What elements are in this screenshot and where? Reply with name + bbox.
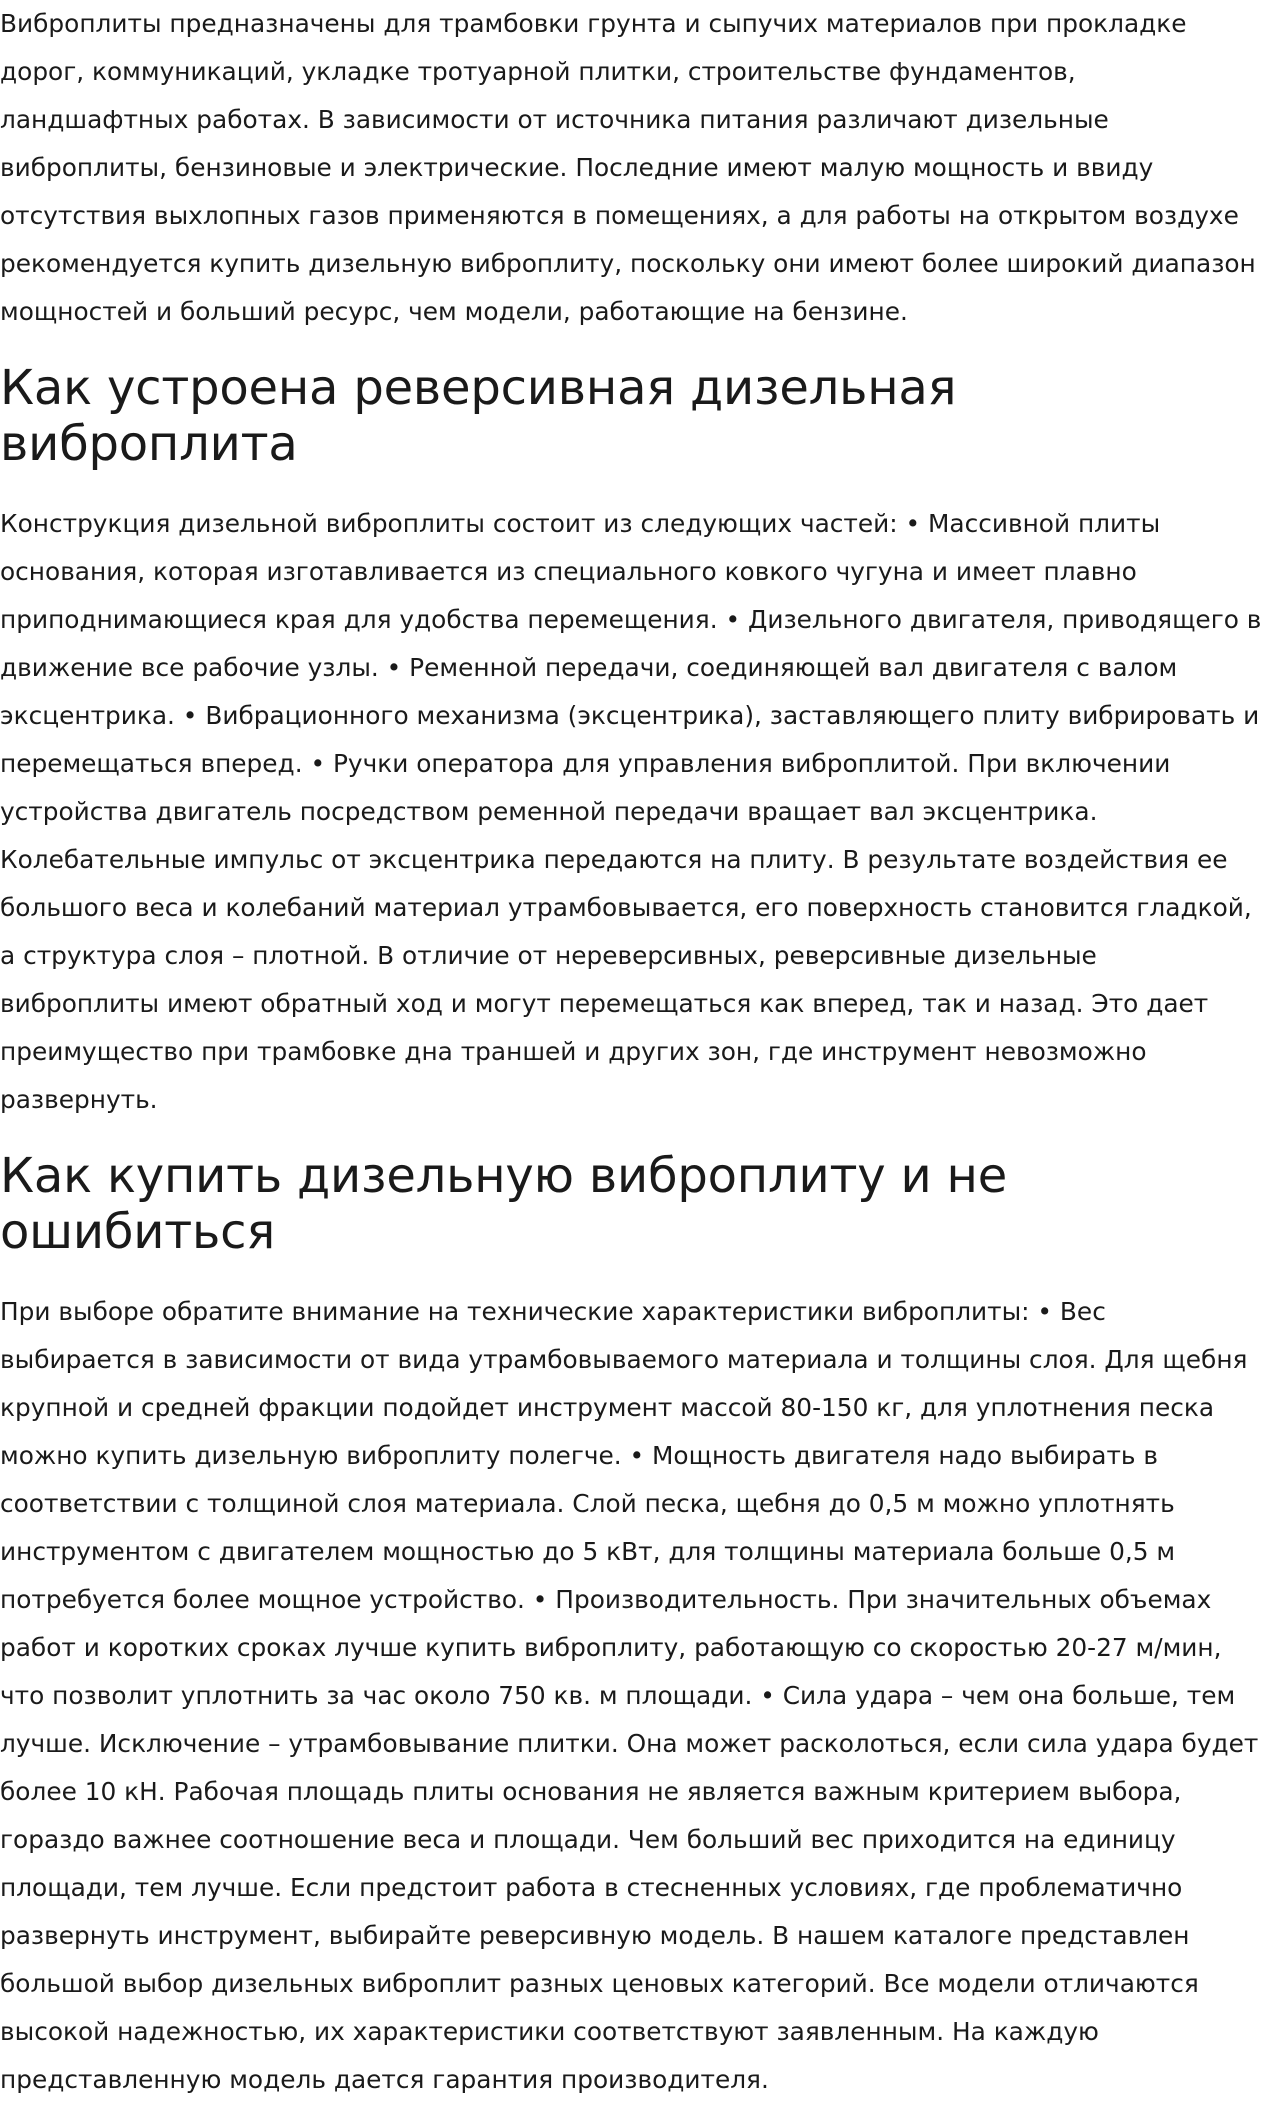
intro-paragraph: Виброплиты предназначены для трамбовки грунта и сыпучих материалов при прокладке дорог, коммуникаций, укладке тротуарной плитки, строительстве фундаментов, ландшафтных работах. В зависимости от источника питания различают дизельные виброплиты, бензиновые и электрические. Последние имеют малую мощность и ввиду отсутствия выхлопных газов применяются в помещениях, а для работы на открытом воздухе рекомендуется купить дизельную виброплиту, поскольку они имеют более широкий диапазон мощностей и больший ресурс, чем модели, работающие на бензине.: [0, 9, 1256, 326]
section-heading-structure: Как устроена реверсивная дизельная виброплита: [0, 360, 957, 472]
section-heading-buying-guide: Как купить дизельную виброплиту и не ошибиться: [0, 1148, 1008, 1260]
section-paragraph-buying-guide: При выборе обратите внимание на технические характеристики виброплиты: • Вес выбирается в зависимости от вида утрамбовываемого материала и толщины слоя. Для щебня крупной и средней фракции подойдет инструмент массой 80-150 кг, для уплотнения песка можно купить дизельную виброплиту полегче. • Мощность двигателя надо выбирать в соответствии с толщиной слоя материала. Слой песка, щебня до 0,5 м можно уплотнять инструментом с двигателем мощностью до 5 кВт, для толщины материала больше 0,5 м потребуется более мощное устройство. • Производительность. При значительных объемах работ и коротких сроках лучше купить виброплиту, работающую со скоростью 20-27 м/мин, что позволит уплотнить за час около 750 кв. м площади. • Сила удара – чем она больше, тем лучше. Исключение – утрамбовывание плитки. Она может расколоться, если сила удара будет более 10 кН. Рабочая площадь плиты основания не является важным критерием выбора, гораздо важнее соотношение веса и площади. Чем больший вес приходится на единицу площади, тем лучше. Если предстоит работа в стесненных условиях, где проблематично развернуть инструмент, выбирайте реверсивную модель. В нашем каталоге представлен большой выбор дизельных виброплит разных ценовых категорий. Все модели отличаются высокой надежностью, их характеристики соответствуют заявленным. На каждую представленную модель дается гарантия производителя.: [0, 1297, 1259, 2094]
section-paragraph-structure: Конструкция дизельной виброплиты состоит из следующих частей: • Массивной плиты основания, которая изготавливается из специального ковкого чугуна и имеет плавно приподнимающиеся края для удобства перемещения. • Дизельного двигателя, приводящего в движение все рабочие узлы. • Ременной передачи, соединяющей вал двигателя с валом эксцентрика. • Вибрационного механизма (эксцентрика), заставляющего плиту вибрировать и перемещаться вперед. • Ручки оператора для управления виброплитой. При включении устройства двигатель посредством ременной передачи вращает вал эксцентрика. Колебательные импульс от эксцентрика передаются на плиту. В результате воздействия ее большого веса и колебаний материал утрамбовывается, его поверхность становится гладкой, а структура слоя – плотной. В отличие от нереверсивных, реверсивные дизельные виброплиты имеют обратный ход и могут перемещаться как вперед, так и назад. Это дает преимущество при трамбовке дна траншей и других зон, где инструмент невозможно развернуть.: [0, 509, 1262, 1114]
